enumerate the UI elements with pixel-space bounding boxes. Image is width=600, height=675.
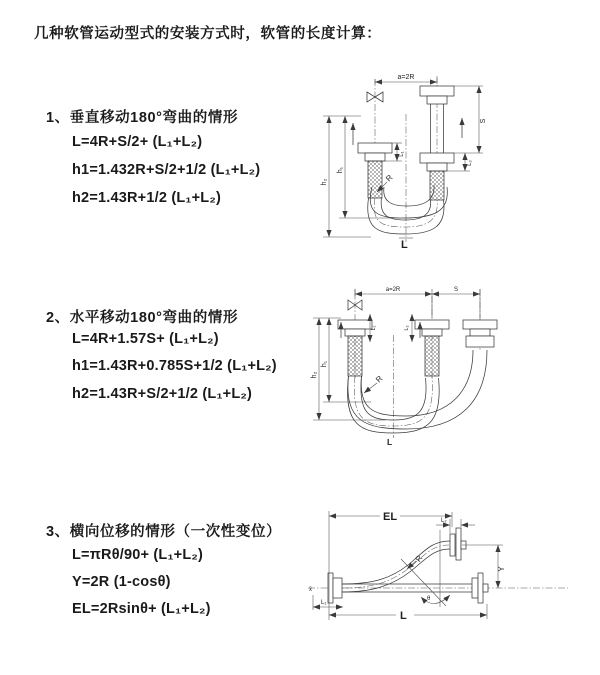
dim-label-h1: h₁ xyxy=(321,360,328,368)
movement-arrows xyxy=(353,118,462,145)
dimension-l xyxy=(329,604,487,622)
dim-label-h2: h₂ xyxy=(311,371,318,379)
braided-hose-section xyxy=(368,161,382,198)
dim-label-a2r: a=2R xyxy=(397,74,415,81)
diagram-1-vertical-180-bend xyxy=(313,66,581,266)
dim-label-s: S xyxy=(480,118,487,124)
dimension-s xyxy=(454,86,487,153)
dim-label-h2: h₂ xyxy=(321,178,328,186)
section-1-formula-h1: h1=1.432R+S/2+1/2 (L₁+L₂) xyxy=(72,162,261,178)
diagram-3-lateral-displacement xyxy=(300,500,590,668)
braided-hose-section xyxy=(425,336,439,376)
section-3-heading: 3、横向位移的情形（一次性变位） xyxy=(46,524,282,540)
hose-u-bends xyxy=(348,350,487,433)
section-1-formula-h2: h2=1.43R+1/2 (L₁+L₂) xyxy=(72,190,222,206)
section-3-formula-el: EL=2Rsinθ+ (L₁+L₂) xyxy=(72,601,211,617)
dim-label-r: R xyxy=(384,173,395,184)
section-3-formula-y: Y=2R (1-cosθ) xyxy=(72,574,171,590)
section-2-formula-h2: h2=1.43R+S/2+1/2 (L₁+L₂) xyxy=(72,386,253,402)
dim-label-l1: L₁ xyxy=(399,151,405,157)
dim-label-l2: L₂ xyxy=(467,160,473,166)
dimension-h2 xyxy=(321,116,371,237)
right-flange xyxy=(463,320,497,347)
dimension-h1 xyxy=(323,116,399,218)
dim-label-l2: L₂ xyxy=(404,325,410,331)
dim-label-a2r: a=2R xyxy=(385,287,401,293)
angle-label-theta: θ xyxy=(427,596,431,602)
section-3-formula-l: L=πRθ/90+ (L₁+L₂) xyxy=(72,547,204,563)
dim-label-l1: L₁ xyxy=(321,600,327,606)
right-lower-flange xyxy=(420,153,454,200)
dimension-l2 xyxy=(436,518,475,533)
dim-label-l1: L₁ xyxy=(371,325,377,331)
dimension-a2r xyxy=(355,287,432,318)
page-title: 几种软管运动型式的安装方式时，软管的长度计算： xyxy=(34,26,382,42)
diagram-2-horizontal-180-bend xyxy=(311,280,600,476)
dim-label-l-total: L xyxy=(401,239,408,251)
left-flange xyxy=(328,573,342,603)
dim-label-r: R xyxy=(374,374,385,385)
dim-label-el: EL xyxy=(383,511,398,523)
upper-right-flange xyxy=(450,528,466,560)
dim-label-r: R xyxy=(413,553,425,564)
dim-label-l2: L₂ xyxy=(441,518,447,524)
section-1-heading: 1、垂直移动180°弯曲的情形 xyxy=(46,110,239,126)
radius-callout xyxy=(364,374,385,393)
section-1-formula-l: L=4R+S/2+ (L₁+L₂) xyxy=(72,134,203,150)
dim-label-s: S xyxy=(453,287,459,293)
dimension-y xyxy=(462,545,506,588)
dimension-s xyxy=(432,287,480,318)
dim-label-l-total: L xyxy=(400,610,407,622)
left-flange xyxy=(358,143,392,198)
section-2-heading: 2、水平移动180°弯曲的情形 xyxy=(46,310,239,326)
dim-label-l-total: L xyxy=(387,437,393,447)
dimension-l2 xyxy=(404,314,412,342)
axis-mark: x̄ xyxy=(309,587,312,593)
dimension-a2r xyxy=(375,74,437,84)
section-2-formula-h1: h1=1.43R+0.785S+1/2 (L₁+L₂) xyxy=(72,358,277,374)
left-flange xyxy=(338,320,372,376)
dimension-l1 xyxy=(370,314,377,342)
braided-hose-section xyxy=(348,336,362,376)
lower-right-flange xyxy=(472,573,488,603)
section-2-formula-l: L=4R+1.57S+ (L₁+L₂) xyxy=(72,331,219,347)
dim-label-y: Y xyxy=(497,566,506,572)
dim-label-h1: h₁ xyxy=(337,166,344,174)
